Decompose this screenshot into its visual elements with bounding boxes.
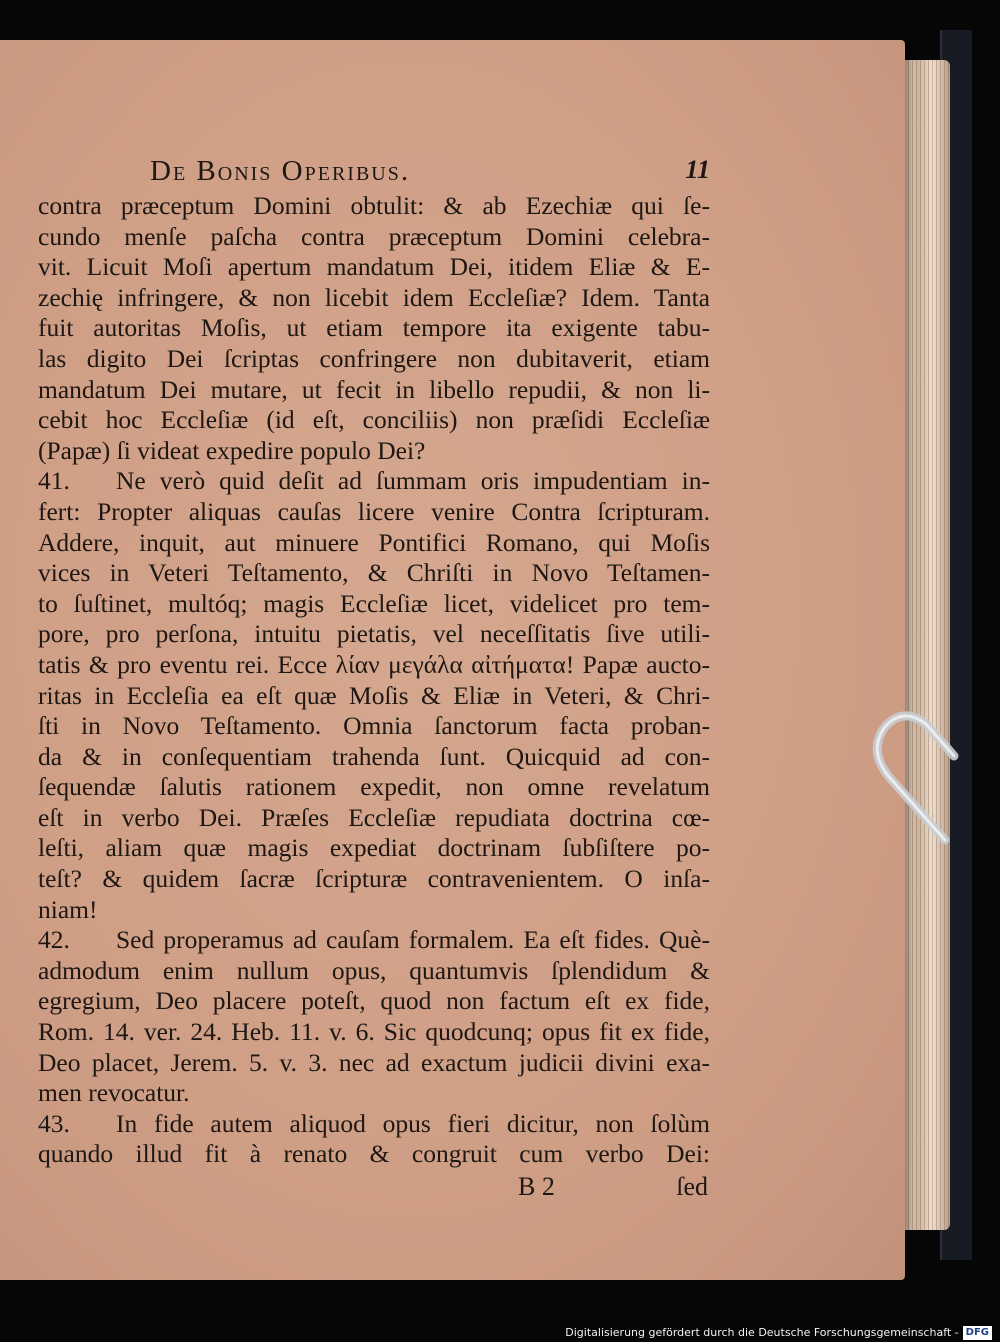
line-text: Rom. 14. ver. 24. Heb. 11. v. 6. Sic quodcunq; opus fit ex fide,: [38, 1017, 710, 1047]
line-text: fert: Propter aliquas cauſas licere venire Contra ſcripturam.: [38, 496, 710, 526]
line-text: Ne verò quid deſit ad ſummam oris impudentiam in-: [116, 466, 710, 496]
text-line: [38, 222, 710, 253]
catchword: ſed: [676, 1172, 708, 1201]
line-text: Deo placet, Jerem. 5. v. 3. nec ad exactum judicii divini exa-: [38, 1047, 710, 1077]
paragraph-number: 43.: [38, 1108, 70, 1138]
footer-credit: [0, 1324, 1000, 1342]
text-line: [38, 986, 710, 1017]
line-text: to ſuſtinet, multóq; magis Eccleſiæ licet, videlicet pro tem-: [38, 588, 710, 618]
paragraph-start-line: [38, 466, 710, 497]
line-text: quando illud fit à renato & congruit cum verbo Dei:: [38, 1139, 710, 1169]
text-line: [38, 344, 710, 375]
line-text: Sed properamus ad cauſam formalem. Ea eſt fides. Què-: [116, 925, 710, 955]
line-text: men revocatur.: [38, 1078, 190, 1108]
line-text: zechię infringere, & non licebit idem Eccleſiæ? Idem. Tanta: [38, 282, 710, 312]
line-text: egregium, Deo placere poteſt, quod non factum eſt ex fide,: [38, 986, 710, 1016]
signature-mark: B 2: [518, 1172, 555, 1201]
text-line: [38, 742, 710, 773]
paper-clip-icon: [850, 700, 960, 850]
line-text: vit. Licuit Moſi apertum mandatum Dei, itidem Eliæ & E-: [38, 252, 710, 282]
line-text: eſt in verbo Dei. Præſes Eccleſiæ repudiata doctrina cœ-: [38, 802, 710, 832]
text-line: [38, 313, 710, 344]
text-line: [38, 497, 710, 528]
line-text: fuit autoritas Moſis, ut etiam tempore ita exigente tabu-: [38, 313, 710, 343]
text-line: [38, 191, 710, 222]
text-line: [38, 1078, 710, 1109]
line-text: ſequendæ ſalutis rationem expedit, non omne revelatum: [38, 772, 710, 802]
text-line: [38, 1048, 710, 1079]
text-line: [38, 589, 710, 620]
paragraph-start-line: [38, 925, 710, 956]
line-text: las digito Dei ſcriptas confringere non dubitaverit, etiam: [38, 343, 710, 373]
line-text: Addere, inquit, aut minuere Pontifici Romano, qui Moſis: [38, 527, 710, 557]
text-line: [38, 681, 710, 712]
running-head-title: De Bonis Operibus.: [150, 155, 411, 187]
text-line: [38, 1139, 710, 1170]
line-text: In fide autem aliquod opus fieri dicitur, non ſolùm: [116, 1108, 710, 1138]
line-text: contra præceptum Domini obtulit: & ab Ezechiæ qui ſe-: [38, 191, 710, 220]
line-text: pore, pro perſona, intuitu pietatis, vel neceſſitatis ſive utili-: [38, 619, 710, 649]
page-number: 11: [685, 155, 710, 184]
text-line: [38, 558, 710, 589]
dfg-logo: DFG: [963, 1326, 992, 1340]
line-text: vices in Veteri Teſtamento, & Chriſti in Novo Teſtamen-: [38, 558, 710, 588]
text-line: [38, 895, 710, 926]
text-line: [38, 375, 710, 406]
line-text: ritas in Eccleſia ea eſt quæ Moſis & Eliæ in Veteri, & Chri-: [38, 680, 710, 710]
text-line: [38, 803, 710, 834]
line-text: teſt? & quidem ſacræ ſcripturæ contravenientem. O inſa-: [38, 864, 710, 894]
running-head: [38, 155, 710, 187]
line-text: admodum enim nullum opus, quantumvis ſplendidum &: [38, 955, 710, 985]
line-text: tatis & pro eventu rei. Ecce λίαν μεγάλα αἰτήματα! Papæ aucto-: [38, 649, 710, 679]
line-text: (Papæ) ſi videat expedire populo Dei?: [38, 435, 426, 465]
text-line: [38, 1017, 710, 1048]
text-line: [38, 772, 710, 803]
text-line: [38, 833, 710, 864]
footer-credit-text: Digitalisierung gefördert durch die Deutsche Forschungsgemeinschaft -: [565, 1326, 959, 1339]
paragraph-number: 41.: [38, 466, 70, 496]
text-line: [38, 650, 710, 681]
text-line: [38, 436, 710, 467]
text-line: [38, 711, 710, 742]
text-block: [38, 155, 710, 1204]
text-line: [38, 528, 710, 559]
line-text: cundo menſe paſcha contra præceptum Domini celebra-: [38, 221, 710, 251]
paragraph-start-line: [38, 1109, 710, 1140]
line-text: ſti in Novo Teſtamento. Omnia ſanctorum facta proban-: [38, 711, 710, 741]
line-text: niam!: [38, 894, 98, 924]
paragraph-number: 42.: [38, 925, 70, 955]
body-text: [38, 191, 710, 1170]
line-text: da & in conſequentiam trahenda ſunt. Quicquid ad con-: [38, 741, 710, 771]
text-line: [38, 283, 710, 314]
text-line: [38, 405, 710, 436]
text-line: [38, 864, 710, 895]
line-text: mandatum Dei mutare, ut fecit in libello repudii, & non li-: [38, 374, 710, 404]
text-line: [38, 619, 710, 650]
line-text: cebit hoc Eccleſiæ (id eſt, conciliis) non præſidi Eccleſiæ: [38, 405, 710, 435]
signature-line: [38, 1170, 710, 1204]
line-text: leſti, aliam quæ magis expediat doctrinam ſubſiſtere po-: [38, 833, 710, 863]
book-page: [0, 40, 905, 1280]
text-line: [38, 252, 710, 283]
text-line: [38, 956, 710, 987]
